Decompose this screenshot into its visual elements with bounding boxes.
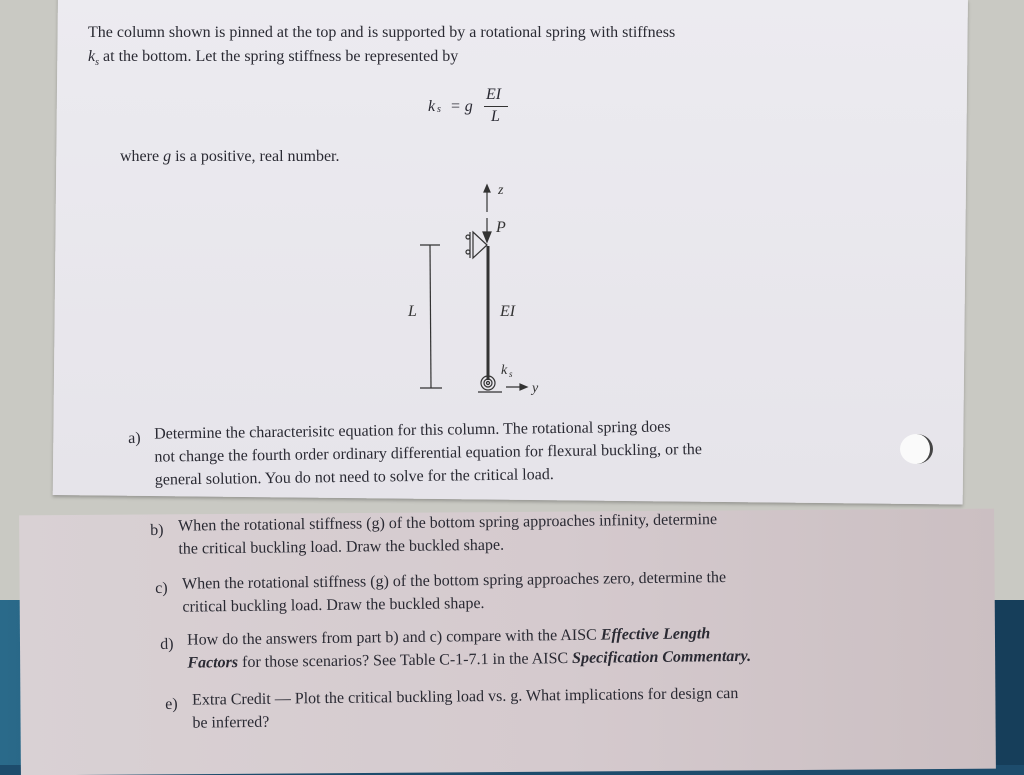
- var-sub: s: [95, 57, 100, 69]
- label-p: P: [496, 219, 506, 236]
- q-line: general solution. You do not need to solve for the critical load.: [154, 466, 554, 489]
- label-ei: EI: [500, 303, 516, 320]
- label-y: y: [532, 381, 539, 396]
- q-label: c): [155, 579, 168, 597]
- q-line: When the rotational stiffness (g) of the bottom spring approaches zero, determine the: [182, 569, 727, 593]
- text: at the bottom. Let the spring stiffness be represented by: [99, 48, 459, 65]
- t: Factors: [187, 654, 239, 672]
- q-line: When the rotational stiffness (g) of the bottom spring approaches infinity, determine: [178, 511, 718, 535]
- q-label: d): [160, 635, 174, 653]
- t: for those scenarios? See Table C-1-7.1 in the AISC: [237, 649, 573, 672]
- length-dimension: [430, 245, 431, 388]
- q-line: the critical buckling load. Draw the buckled shape.: [178, 536, 505, 558]
- where-text: [120, 146, 340, 168]
- z-arrowhead: [484, 185, 490, 192]
- q-line: Determine the characterisitc equation for this column. The rotational spring does: [154, 418, 671, 443]
- load-arrowhead: [483, 232, 491, 242]
- var-k: k: [88, 48, 96, 65]
- t: is a positive, real number.: [171, 148, 340, 165]
- eq-denominator: L: [491, 108, 500, 125]
- eq-sub: s: [437, 104, 441, 115]
- t: g: [163, 148, 172, 165]
- t: Specification Commentary.: [572, 647, 752, 667]
- q-line: critical buckling load. Draw the buckled shape.: [182, 594, 485, 616]
- eq-fraction-bar: [484, 106, 508, 107]
- label-l: L: [408, 303, 417, 320]
- eq-mid: = g: [446, 98, 473, 115]
- label-ks: k: [501, 363, 508, 378]
- t: Effective Length: [600, 625, 711, 644]
- q-line: be inferred?: [192, 713, 270, 732]
- label-z: z: [498, 183, 504, 198]
- q-line: not change the fourth order ordinary differential equation for flexural buckling, or the: [154, 440, 703, 466]
- intro-line-1: The column shown is pinned at the top and is supported by a rotational spring with stiffness: [88, 24, 676, 41]
- q-label: a): [128, 429, 141, 447]
- q-label: e): [165, 695, 178, 713]
- t: where: [120, 148, 164, 165]
- label-ks-sub: s: [509, 369, 513, 379]
- q-label: b): [150, 521, 164, 539]
- intro-line-2: [88, 46, 458, 74]
- eq-numerator: EI: [486, 86, 502, 103]
- eq-k: k: [428, 98, 436, 115]
- binder-ring-icon: [900, 434, 933, 464]
- q-line: Extra Credit — Plot the critical buckling load vs. g. What implications for design can: [192, 684, 739, 709]
- column-diagram: [390, 170, 570, 410]
- t: How do the answers from part b) and c) compare with the AISC: [187, 626, 601, 649]
